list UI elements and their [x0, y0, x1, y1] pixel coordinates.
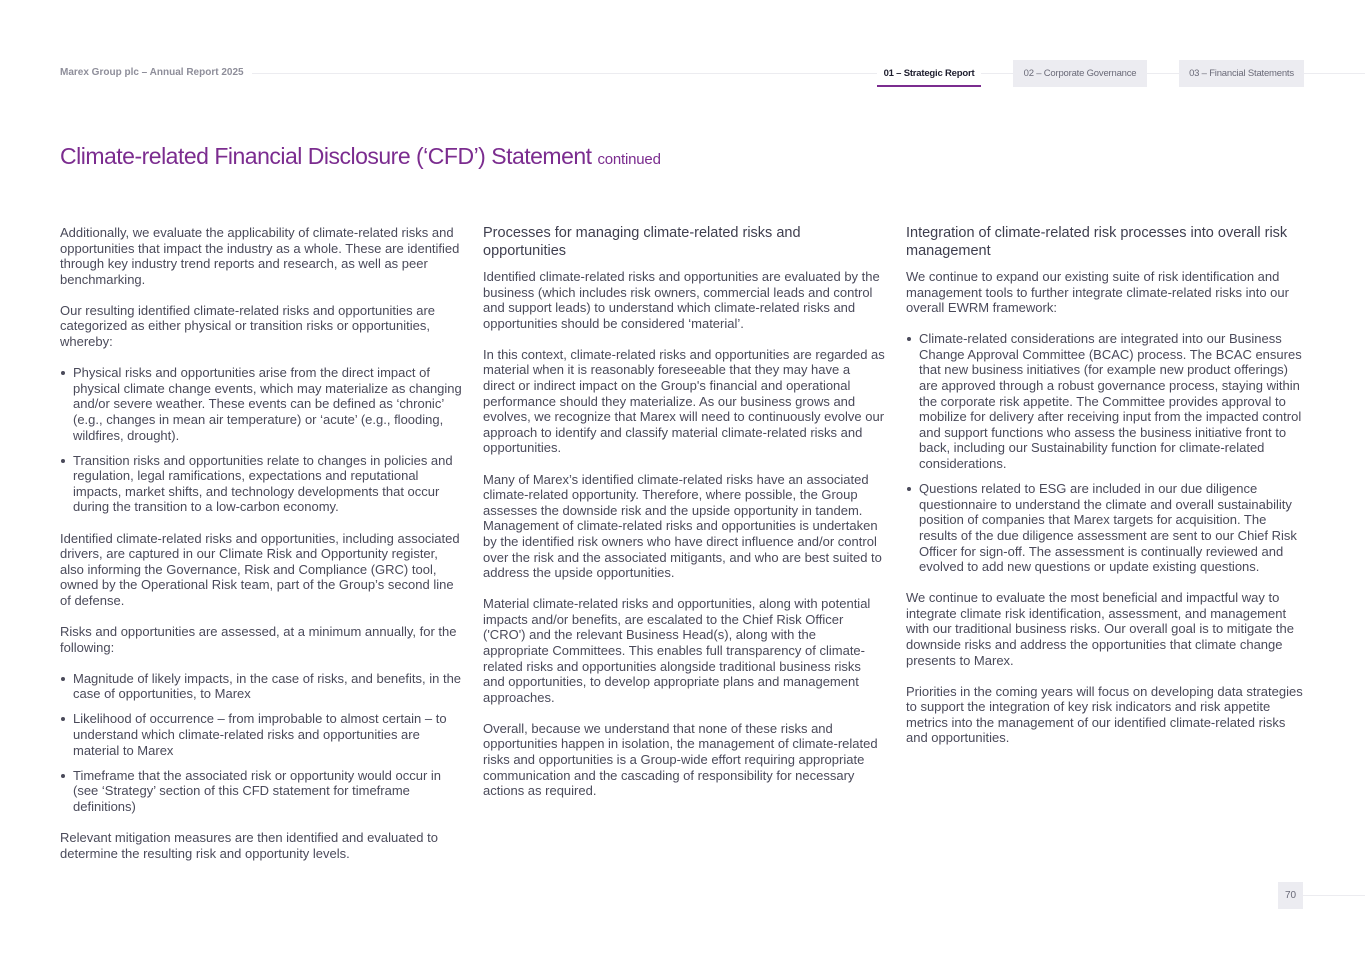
bullet-list	[60, 365, 465, 515]
paragraph: Identified climate-related risks and opportunities are evaluated by the business (which includes risk owners, commercial leads and control and support leads) to understand which climate-related risks and opportunities should be considered ‘material’.	[483, 269, 880, 331]
page-title-main: Climate-related Financial Disclosure (‘CFD’) Statement	[60, 143, 592, 169]
column-left	[60, 225, 465, 877]
list-item: Climate-related considerations are integrated into our Business Change Approval Committee (BCAC) process. The BCAC ensures that new business initiatives (for example new product offerings) are approved through a robust governance process, staying within the corporate risk appetite. The Committee provides approval to mobilize for delivery after receiving input from the impacted control and support functions who assess the business initiative front to back, including our Sustainability function for climate-related considerations.	[906, 331, 1306, 471]
column-right	[906, 225, 1306, 762]
section-heading: Processes for managing climate-related risks and opportunities	[483, 225, 801, 259]
section-heading: Integration of climate-related risk processes into overall risk management	[906, 225, 1288, 259]
list-item: Magnitude of likely impacts, in the case of risks, and benefits, in the case of opportunities, to Marex	[60, 671, 465, 702]
tab-corporate-governance[interactable]: 02 – Corporate Governance	[1013, 60, 1147, 87]
paragraph: Material climate-related risks and opportunities, along with potential impacts and/or benefits, are escalated to the Chief Risk Officer ('CRO') and the relevant Business Head(s), along with the appropriate Committees. This enables full transparency of climate-related risks and opportunities alongside traditional business risks and opportunities, to develop appropriate plans and management approaches.	[483, 596, 871, 705]
footer-rule	[1300, 895, 1365, 896]
bullet-list	[60, 671, 465, 815]
paragraph: Priorities in the coming years will focus on developing data strategies to support the integration of key risk indicators and risk appetite metrics into the management of our identified climate-related risks and opportunities.	[906, 683, 1303, 746]
column-middle	[483, 225, 885, 814]
paragraph: In this context, climate-related risks and opportunities are regarded as material when it is reasonably foreseeable that they may have a direct or indirect impact on the Group's financial and operational performance should they materialize. As our business grows and evolves, we recognize that Marex will need to continuously evolve our approach to identify and classify material climate-related risks and opportunities.	[483, 346, 885, 456]
list-item: Transition risks and opportunities relate to changes in policies and regulation, legal ramifications, expectations and reputational impacts, market shifts, and technology developments that occur during the transition to a low-carbon economy.	[60, 453, 465, 515]
paragraph: Overall, because we understand that none of these risks and opportunities happen in isolation, the management of climate-related risks and opportunities is a Group-wide effort requiring appropriate communication and the cascading of responsibility for necessary actions as required.	[483, 720, 878, 799]
list-item: Physical risks and opportunities arise from the direct impact of physical climate change events, which may materialize as changing and/or severe weather. These events can be defined as ‘chronic’ (e.g., changes in mean air temperature) or ‘acute’ (e.g., flooding, wildfires, drought).	[60, 365, 465, 443]
paragraph: Additionally, we evaluate the applicability of climate-related risks and opportunities that impact the industry as a whole. These are identified through key industry trend reports and research, as well as peer benchmarking.	[60, 225, 460, 287]
page-title-suffix: continued	[597, 151, 661, 168]
list-item: Timeframe that the associated risk or opportunity would occur in (see ‘Strategy’ section of this CFD statement for timeframe definitions)	[60, 768, 465, 815]
page-number: 70	[1278, 882, 1303, 909]
tab-financial-statements[interactable]: 03 – Financial Statements	[1179, 60, 1304, 87]
paragraph: Many of Marex’s identified climate-related risks have an associated climate-related opportunity. Therefore, where possible, the Group assesses the downside risk and the upside opportunity in tandem. Management of climate-related risks and opportunities is undertaken by the identified risk owners who have direct influence and/or control over the risk and the associated mitigants, and who are best suited to address the upside opportunities.	[483, 471, 882, 581]
list-item: Likelihood of occurrence – from improbable to almost certain – to understand which climate-related risks and opportunities are material to Marex	[60, 711, 465, 758]
paragraph: We continue to evaluate the most beneficial and impactful way to integrate climate risk identification, assessment, and management with our traditional business risks. Our overall goal is to mitigate the downside risks and address the opportunities that climate change presents to Marex.	[906, 590, 1295, 668]
paragraph: Risks and opportunities are assessed, at a minimum annually, for the following:	[60, 623, 457, 655]
list-item: Questions related to ESG are included in our due diligence questionnaire to understand the climate and overall sustainability position of companies that Marex targets for acquisition. The results of the due diligence assessment are sent to our Chief Risk Officer for sign-off. The assessment is continually reviewed and evolved to add new questions or update existing questions.	[906, 481, 1306, 575]
report-name: Marex Group plc – Annual Report 2025	[60, 67, 252, 78]
paragraph: Relevant mitigation measures are then identified and evaluated to determine the resulting risk and opportunity levels.	[60, 829, 438, 861]
paragraph: We continue to expand our existing suite of risk identification and management tools to further integrate climate-related risks into our overall EWRM framework:	[906, 269, 1289, 316]
paragraph: Our resulting identified climate-related risks and opportunities are categorized as either physical or transition risks or opportunities, whereby:	[60, 302, 436, 350]
paragraph: Identified climate-related risks and opportunities, including associated drivers, are captured in our Climate Risk and Opportunity register, also informing the Governance, Risk and Compliance (GRC) tool, owned by the Operational Risk team, part of the Group’s second line of defense.	[60, 530, 460, 608]
bullet-list	[906, 331, 1306, 574]
tab-strategic-report[interactable]: 01 – Strategic Report	[877, 60, 981, 87]
page-title	[60, 143, 661, 170]
